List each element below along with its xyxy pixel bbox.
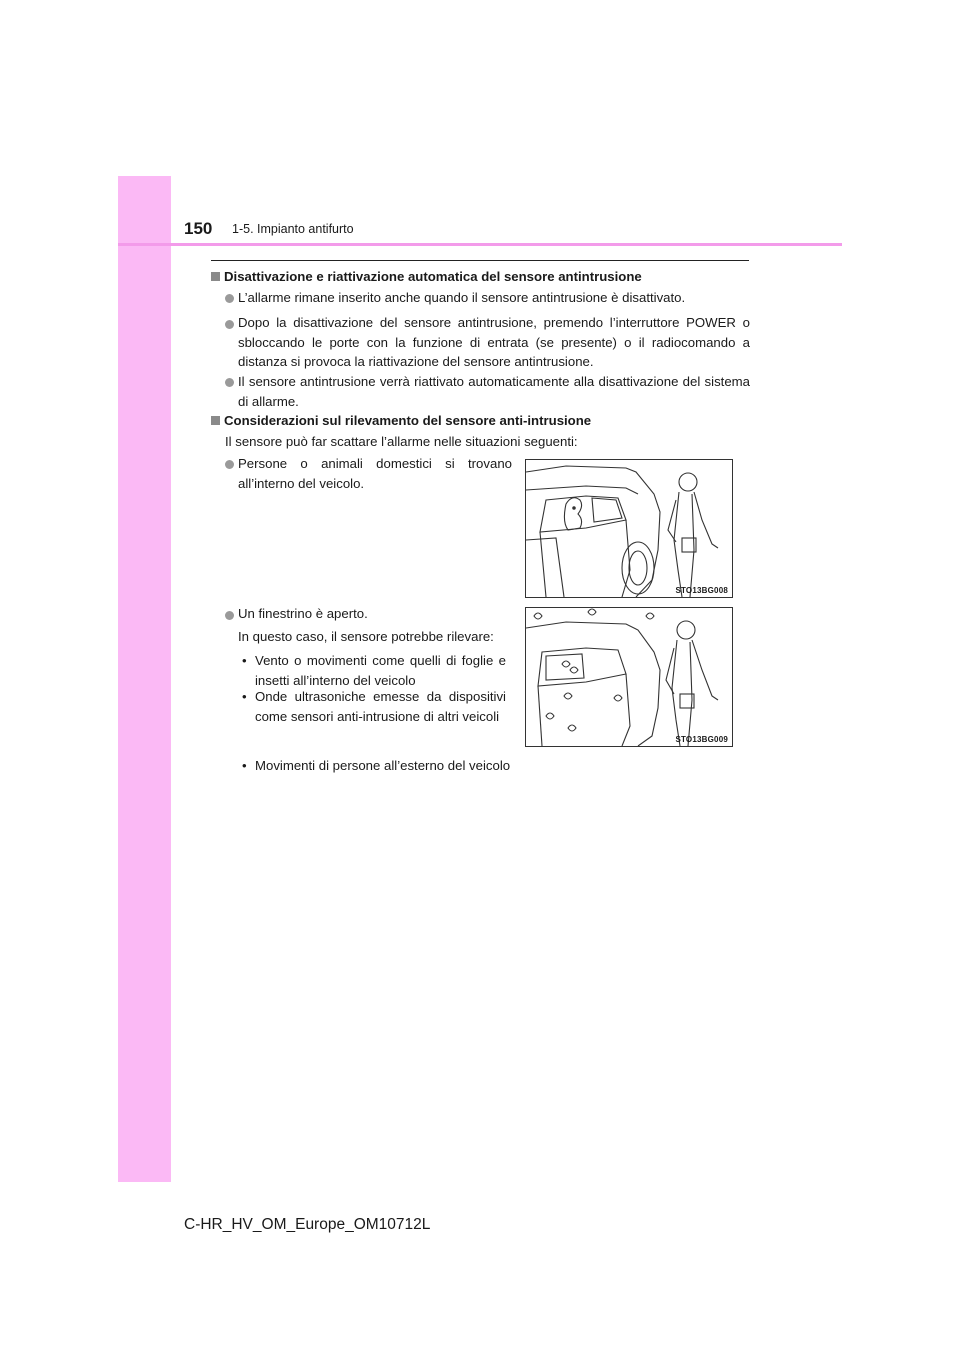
content-divider (211, 260, 749, 261)
heading-considerations (211, 411, 751, 431)
case-intro-text: In questo caso, il sensore potrebbe rilevare: (238, 629, 494, 644)
document-code: C-HR_HV_OM_Europe_OM10712L (184, 1216, 431, 1233)
case-text: Persone o animali domestici si trovano all’interno del veicolo. (238, 456, 512, 491)
bullet-icon (225, 460, 234, 469)
car-open-window-illustration (526, 608, 732, 746)
bullet-icon (225, 294, 234, 303)
bullet-icon (225, 378, 234, 387)
figure-pet-inside-car (525, 459, 733, 598)
bullet-text: L’allarme rimane inserito anche quando il sensore antintrusione è disattivato. (238, 290, 686, 305)
heading-deactivation (211, 267, 751, 287)
bullet-icon (225, 611, 234, 620)
subitem-text: Onde ultrasoniche emesse da dispositivi come sensori anti-intrusione di altri veicoli (255, 689, 506, 724)
dash-bullet: • (242, 653, 247, 668)
figure-window-open (525, 607, 733, 747)
square-bullet-icon (211, 416, 220, 425)
bullet-text: Il sensore antintrusione verrà riattivato automaticamente alla disattivazione del sistema di allarme. (238, 374, 750, 409)
bullet-icon (225, 320, 234, 329)
intro-text: Il sensore può far scattare l’allarme nelle situazioni seguenti: (225, 434, 578, 449)
car-with-dog-illustration (526, 460, 732, 597)
figure-code: STO13BG008 (675, 586, 728, 595)
subitem-text: Vento o movimenti come quelli di foglie e insetti all’interno del veicolo (255, 653, 506, 688)
square-bullet-icon (211, 272, 220, 281)
case-text: Un finestrino è aperto. (238, 606, 368, 621)
figure-code: STO13BG009 (675, 735, 728, 744)
page-number: 150 (184, 219, 213, 238)
section-title: 1-5. Impianto antifurto (232, 222, 354, 236)
side-tab-strip (118, 176, 171, 1182)
heading-text: Considerazioni sul rilevamento del sensore anti-intrusione (224, 413, 592, 428)
header-rule (118, 243, 842, 246)
dash-bullet: • (242, 758, 247, 773)
bullet-text: Dopo la disattivazione del sensore antintrusione, premendo l’interruttore POWER o sbloccando le porte con la funzione di entrata (se presente) o il radiocomando a distanza si provoca la riattivazione del sensore antintrusione. (238, 315, 750, 369)
subitem-text: Movimenti di persone all’esterno del veicolo (255, 758, 511, 773)
dash-bullet: • (242, 689, 247, 704)
heading-text: Disattivazione e riattivazione automatica del sensore antintrusione (224, 269, 642, 284)
